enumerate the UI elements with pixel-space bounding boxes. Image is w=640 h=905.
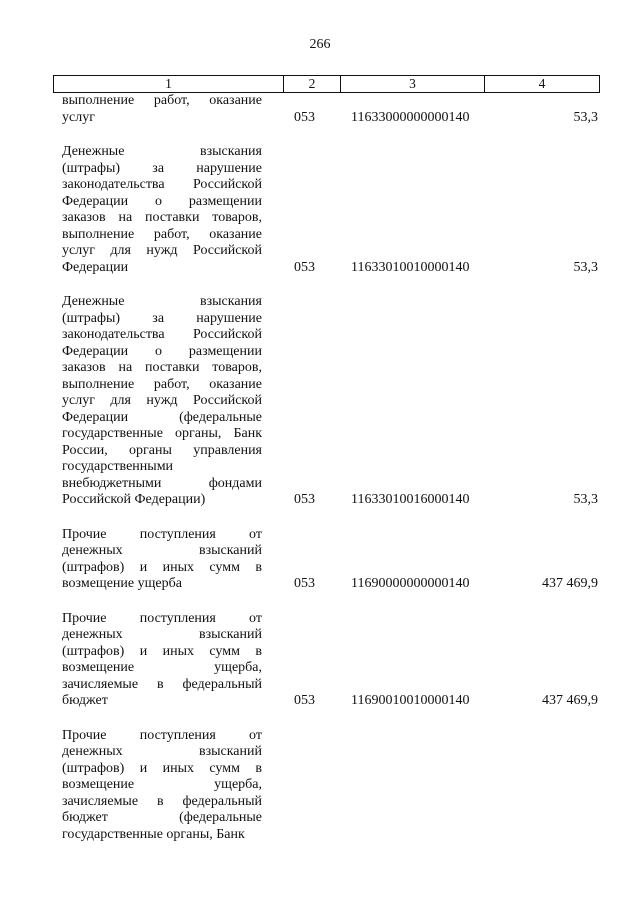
row-name-line: Прочие поступления от (62, 610, 262, 626)
row-name-line: государственные органы, Банк (62, 426, 262, 441)
row-code: 053 (294, 693, 315, 708)
row-name-line: Федерации о размещении (62, 193, 262, 209)
row-name-line: законодательства Российской (62, 327, 262, 342)
row-kbk: 11633000000000140 (351, 109, 470, 125)
row-name-line: денежных взысканий (62, 744, 262, 759)
table-row (62, 728, 598, 844)
row-name-line: Денежные взыскания (62, 144, 262, 159)
table-row (62, 527, 598, 593)
header-col-1: 1 (54, 76, 284, 92)
page-number: 266 (309, 37, 331, 52)
row-name-line: заказов на поставки товаров, (62, 360, 262, 375)
table-row (62, 611, 598, 710)
row-amount: 437 469,9 (542, 693, 598, 708)
row-amount: 53,3 (573, 109, 598, 125)
row-name-line: Федерации (62, 259, 129, 275)
row-name-line: бюджет (федеральные (62, 810, 262, 825)
row-name-line: заказов на поставки товаров, (62, 210, 262, 225)
row-code: 053 (294, 109, 315, 125)
table-body (62, 93, 598, 843)
row-name-line: возмещение ущерба, (62, 660, 262, 675)
row-kbk: 11690000000000140 (351, 576, 470, 591)
table-row (62, 294, 598, 509)
row-name-line: Федерации (федеральные (62, 409, 262, 425)
row-name-line: России, органы управления (62, 442, 262, 458)
row-name-line: Прочие поступления от (62, 727, 262, 743)
row-name-line: выполнение работ, оказание (62, 226, 262, 242)
row-name-line: Федерации о размещении (62, 343, 262, 359)
row-kbk: 11690010010000140 (351, 693, 470, 708)
row-name-line: (штрафы) за нарушение (62, 160, 262, 176)
row-kbk: 11633010010000140 (351, 259, 470, 275)
row-name-line: внебюджетными фондами (62, 475, 262, 491)
row-name-line: Прочие поступления от (62, 526, 262, 542)
row-name-line: денежных взысканий (62, 543, 262, 558)
row-name-line: услуг для нужд Российской (62, 393, 262, 408)
row-code: 053 (294, 259, 315, 275)
row-name-line: Денежные взыскания (62, 294, 262, 309)
row-amount: 53,3 (573, 259, 598, 275)
row-name-line: услуг (62, 109, 95, 125)
row-name-line: (штрафов) и иных сумм в (62, 559, 262, 575)
header-col-3: 3 (341, 76, 485, 92)
header-col-4: 4 (538, 76, 546, 91)
row-name (62, 93, 262, 126)
row-kbk: 11633010016000140 (351, 492, 470, 507)
table-row (62, 144, 598, 276)
row-amount: 437 469,9 (542, 576, 598, 591)
row-name (62, 527, 262, 593)
row-code: 053 (294, 492, 315, 507)
row-name (62, 611, 262, 710)
table-header (53, 75, 600, 93)
row-name-line: возмещение ущерба (62, 576, 182, 591)
row-name-line: выполнение работ, оказание (62, 93, 262, 108)
row-name (62, 294, 262, 509)
row-code: 053 (294, 576, 315, 591)
header-col-2: 2 (284, 76, 341, 92)
row-name-line: Российской Федерации) (62, 492, 206, 507)
row-name-line: законодательства Российской (62, 177, 262, 192)
row-name (62, 728, 262, 844)
row-name-line: денежных взысканий (62, 627, 262, 642)
row-name-line: возмещение ущерба, (62, 777, 262, 792)
row-name-line: государственными (62, 459, 174, 474)
row-name-line: государственные органы, Банк (62, 826, 245, 842)
row-name-line: зачисляемые в федеральный (62, 793, 262, 809)
row-amount: 53,3 (573, 492, 598, 507)
table-row (62, 93, 598, 126)
row-name-line: (штрафов) и иных сумм в (62, 760, 262, 776)
row-name-line: бюджет (62, 693, 108, 708)
row-name-line: услуг для нужд Российской (62, 243, 262, 258)
row-name-line: (штрафов) и иных сумм в (62, 643, 262, 659)
row-name (62, 144, 262, 276)
row-name-line: зачисляемые в федеральный (62, 676, 262, 692)
row-name-line: (штрафы) за нарушение (62, 310, 262, 326)
row-name-line: выполнение работ, оказание (62, 376, 262, 392)
